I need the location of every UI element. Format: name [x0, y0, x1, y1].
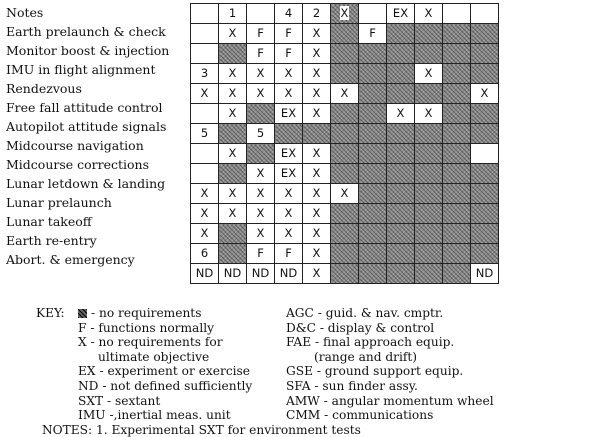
grid-cell: [331, 204, 359, 224]
grid-row: [191, 124, 499, 144]
grid-cell: [331, 264, 359, 284]
grid-cell: [387, 144, 415, 164]
cell-value: X: [284, 226, 293, 240]
grid-cell: [415, 264, 443, 284]
grid-cell: [247, 124, 275, 144]
grid-cell: [275, 84, 303, 104]
key-left-items: [78, 306, 252, 423]
abbrev-entry: SFA - sun finder assy.: [286, 378, 418, 393]
grid-cell: [331, 64, 359, 84]
grid-cell: [191, 24, 219, 44]
grid-cell: [247, 164, 275, 184]
grid-cell: [443, 244, 471, 264]
notes-line: NOTES: 1. Experimental SXT for environment tests: [42, 423, 361, 437]
grid-cell: [359, 104, 387, 124]
cell-value: X: [312, 46, 321, 60]
grid-cell: [471, 244, 499, 264]
grid-cell: [415, 44, 443, 64]
cell-value: ND: [251, 266, 270, 280]
grid-cell: [387, 244, 415, 264]
grid-cell: [387, 4, 415, 24]
key-desc: - not defined sufficiently: [102, 378, 253, 393]
grid-cell: [387, 204, 415, 224]
grid-cell: [275, 204, 303, 224]
grid-cell: [471, 204, 499, 224]
grid-cell: [331, 184, 359, 204]
grid-cell: [443, 4, 471, 24]
grid-cell: [443, 224, 471, 244]
grid-cell: [275, 184, 303, 204]
row-label: Lunar takeoff: [6, 214, 92, 229]
cell-value: F: [257, 46, 264, 60]
cell-value: 2: [312, 6, 321, 20]
grid-cell: [275, 224, 303, 244]
cell-value: X: [340, 6, 349, 20]
grid-cell: [331, 244, 359, 264]
grid-cell: [247, 204, 275, 224]
abbrev-entry: CMM - communications: [286, 408, 434, 423]
cell-value: X: [228, 146, 237, 160]
cell-value: X: [480, 86, 489, 100]
cell-value: F: [285, 26, 292, 40]
cell-value: X: [256, 226, 265, 240]
grid-cell: [191, 4, 219, 24]
grid-row: [191, 4, 499, 24]
grid-cell: [219, 204, 247, 224]
grid-cell: [359, 164, 387, 184]
cell-value: X: [312, 226, 321, 240]
grid-row: [191, 44, 499, 64]
grid-cell: [247, 184, 275, 204]
grid-cell: [359, 204, 387, 224]
grid-cell: [191, 244, 219, 264]
grid-row: [191, 104, 499, 124]
cell-value: EX: [280, 166, 297, 180]
cell-value: X: [284, 66, 293, 80]
grid-cell: [275, 4, 303, 24]
grid-cell: [303, 24, 331, 44]
grid-cell: [359, 124, 387, 144]
grid-cell: [303, 104, 331, 124]
grid-cell: [191, 104, 219, 124]
cell-value: 5: [200, 126, 209, 140]
key-left: [36, 306, 65, 321]
grid-cell: [191, 164, 219, 184]
grid-cell: [471, 64, 499, 84]
grid-cell: [191, 224, 219, 244]
cell-value: EX: [280, 106, 297, 120]
grid-cell: [191, 264, 219, 284]
cell-value: 4: [284, 6, 293, 20]
cell-value: X: [228, 186, 237, 200]
grid-cell: [331, 224, 359, 244]
grid-cell: [387, 184, 415, 204]
cell-value: F: [285, 246, 292, 260]
grid-cell: [303, 224, 331, 244]
grid-cell: [191, 64, 219, 84]
grid-cell: [415, 144, 443, 164]
key-entry: [78, 394, 252, 409]
grid-cell: [247, 4, 275, 24]
key-entry: [78, 379, 252, 394]
cell-value: X: [200, 226, 209, 240]
grid-cell: [443, 104, 471, 124]
cell-value: X: [284, 186, 293, 200]
grid-cell: [359, 84, 387, 104]
grid-cell: [275, 144, 303, 164]
cell-value: X: [200, 206, 209, 220]
key-desc: - functions normally: [90, 320, 214, 335]
grid-cell: [275, 64, 303, 84]
grid-cell: [191, 204, 219, 224]
grid-cell: [331, 104, 359, 124]
key-code: X: [78, 335, 87, 350]
grid-cell: [359, 24, 387, 44]
grid-cell: [443, 164, 471, 184]
grid-cell: [359, 64, 387, 84]
grid-row: [191, 184, 499, 204]
grid-cell: [191, 44, 219, 64]
grid-cell: [415, 24, 443, 44]
cell-value: F: [257, 246, 264, 260]
grid-cell: [359, 224, 387, 244]
grid-cell: [359, 44, 387, 64]
key-desc: - experiment or exercise: [99, 364, 251, 379]
grid-cell: [247, 84, 275, 104]
grid-cell: [471, 264, 499, 284]
requirements-grid: [190, 3, 499, 284]
grid-cell: [443, 44, 471, 64]
cell-value: X: [312, 186, 321, 200]
grid-row: [191, 264, 499, 284]
grid-cell: [247, 264, 275, 284]
cell-value: X: [312, 146, 321, 160]
cell-value: X: [284, 86, 293, 100]
grid-cell: [331, 144, 359, 164]
key-code: EX: [78, 364, 96, 379]
grid-cell: [471, 124, 499, 144]
grid-cell: [247, 224, 275, 244]
row-label: Earth prelaunch & check: [6, 24, 166, 39]
grid-cell: [387, 224, 415, 244]
grid-cell: [275, 264, 303, 284]
grid-cell: [415, 244, 443, 264]
cell-value: X: [312, 166, 321, 180]
key-desc: ultimate objective: [98, 349, 210, 364]
key-desc: - no requirements: [91, 306, 202, 320]
grid-cell: [359, 184, 387, 204]
key-right-items: [286, 306, 494, 423]
cell-value: X: [256, 186, 265, 200]
grid-cell: [303, 4, 331, 24]
grid-cell: [387, 104, 415, 124]
key-entry: [78, 306, 252, 321]
row-label: Midcourse corrections: [6, 157, 150, 172]
abbrev-entry: (range and drift): [314, 349, 418, 364]
grid-row: [191, 24, 499, 44]
grid-cell: [387, 84, 415, 104]
cell-value: X: [228, 26, 237, 40]
cell-value: X: [256, 166, 265, 180]
abbrev-entry: GSE - ground support equip.: [286, 364, 464, 379]
abbrev-entry: FAE - final approach equip.: [286, 335, 455, 350]
row-label: Earth re-entry: [6, 233, 97, 248]
grid-cell: [387, 264, 415, 284]
cell-value: 5: [256, 126, 265, 140]
grid-cell: [191, 144, 219, 164]
grid-row: [191, 224, 499, 244]
grid-cell: [331, 24, 359, 44]
grid-cell: [415, 124, 443, 144]
row-label: Abort. & emergency: [6, 252, 135, 267]
cell-value: X: [396, 106, 405, 120]
abbrev-entry: AMW - angular momentum wheel: [286, 393, 494, 408]
grid-row: [191, 84, 499, 104]
grid-cell: [471, 224, 499, 244]
cell-value: 6: [200, 246, 209, 260]
grid-cell: [443, 184, 471, 204]
grid-cell: [219, 44, 247, 64]
cell-value: X: [312, 246, 321, 260]
grid-cell: [471, 24, 499, 44]
grid-cell: [471, 164, 499, 184]
grid-cell: [303, 124, 331, 144]
cell-value: X: [340, 86, 349, 100]
grid-cell: [219, 84, 247, 104]
grid-cell: [219, 124, 247, 144]
grid-cell: [275, 244, 303, 264]
cell-value: 3: [200, 66, 209, 80]
grid-cell: [219, 144, 247, 164]
cell-value: X: [312, 206, 321, 220]
abbrev-entry: AGC - guid. & nav. cmptr.: [286, 306, 444, 320]
key-desc: - sextant: [107, 393, 161, 408]
grid-cell: [191, 124, 219, 144]
cell-value: X: [312, 106, 321, 120]
grid-cell: [387, 164, 415, 184]
grid-cell: [219, 24, 247, 44]
grid-cell: [303, 44, 331, 64]
grid-cell: [303, 204, 331, 224]
key-title: KEY:: [36, 306, 65, 320]
cell-value: X: [340, 186, 349, 200]
cell-value: ND: [279, 266, 298, 280]
cell-value: X: [228, 106, 237, 120]
grid-cell: [219, 4, 247, 24]
grid-cell: [471, 44, 499, 64]
row-label: Notes: [6, 5, 44, 20]
grid-cell: [219, 184, 247, 204]
key-code: IMU: [78, 408, 106, 423]
cell-value: EX: [280, 146, 297, 160]
cell-value: X: [228, 86, 237, 100]
grid-cell: [247, 244, 275, 264]
grid-row: [191, 204, 499, 224]
cell-value: X: [200, 186, 209, 200]
row-label: Lunar prelaunch: [6, 195, 112, 210]
grid-cell: [191, 184, 219, 204]
cell-value: X: [312, 266, 321, 280]
grid-cell: [415, 164, 443, 184]
grid-cell: [471, 144, 499, 164]
grid-cell: [331, 84, 359, 104]
cell-value: X: [312, 86, 321, 100]
key-code: SXT: [78, 393, 104, 408]
key-entry: [78, 335, 252, 350]
grid-cell: [275, 164, 303, 184]
grid-cell: [275, 44, 303, 64]
cell-value: F: [285, 46, 292, 60]
grid-cell: [387, 124, 415, 144]
grid-cell: [219, 164, 247, 184]
grid-cell: [415, 84, 443, 104]
grid-cell: [275, 24, 303, 44]
grid-cell: [303, 144, 331, 164]
cell-value: ND: [223, 266, 242, 280]
cell-value: X: [228, 206, 237, 220]
grid-cell: [359, 4, 387, 24]
cell-value: X: [256, 66, 265, 80]
cell-value: F: [257, 26, 264, 40]
grid-cell: [275, 104, 303, 124]
cell-value: X: [256, 206, 265, 220]
grid-cell: [219, 224, 247, 244]
cell-value: X: [228, 66, 237, 80]
grid-cell: [247, 44, 275, 64]
row-label: Rendezvous: [6, 81, 82, 96]
key-entry: [78, 364, 252, 379]
grid-cell: [219, 264, 247, 284]
grid-cell: [303, 184, 331, 204]
row-label: Free fall attitude control: [6, 100, 163, 115]
grid-cell: [331, 44, 359, 64]
grid-cell: [387, 64, 415, 84]
grid-cell: [303, 64, 331, 84]
grid-cell: [471, 104, 499, 124]
grid-cell: [247, 64, 275, 84]
cell-value: EX: [392, 6, 409, 20]
grid-row: [191, 64, 499, 84]
grid-cell: [471, 84, 499, 104]
row-label: Monitor boost & injection: [6, 43, 170, 58]
grid-cell: [443, 144, 471, 164]
grid-cell: [247, 24, 275, 44]
grid-cell: [387, 44, 415, 64]
grid-cell: [415, 4, 443, 24]
key-desc: -,inertial meas. unit: [109, 408, 231, 423]
grid-cell: [443, 204, 471, 224]
grid-cell: [219, 64, 247, 84]
grid-cell: [415, 64, 443, 84]
grid-cell: [415, 104, 443, 124]
cell-value: X: [256, 86, 265, 100]
grid-cell: [331, 164, 359, 184]
grid-cell: [359, 144, 387, 164]
abbrev-entry: D&C - display & control: [286, 320, 435, 335]
grid-cell: [443, 84, 471, 104]
grid-cell: [443, 64, 471, 84]
grid-cell: [331, 124, 359, 144]
grid-cell: [303, 164, 331, 184]
key-desc: - no requirements for: [90, 335, 223, 350]
cell-value: X: [284, 206, 293, 220]
grid-cell: [303, 264, 331, 284]
key-code: F: [78, 320, 87, 335]
grid-cell: [387, 24, 415, 44]
grid-cell: [303, 84, 331, 104]
row-label: Midcourse navigation: [6, 138, 144, 153]
cell-value: 1: [228, 6, 237, 20]
row-label: Lunar letdown & landing: [6, 176, 166, 191]
grid-cell: [359, 244, 387, 264]
grid-cell: [415, 224, 443, 244]
cell-value: X: [312, 66, 321, 80]
grid-cell: [331, 4, 359, 24]
key-code: ND: [78, 378, 99, 393]
cell-value: ND: [475, 266, 494, 280]
grid-cell: [443, 124, 471, 144]
grid-cell: [247, 104, 275, 124]
shading-swatch-icon: [78, 309, 87, 318]
cell-value: X: [424, 66, 433, 80]
cell-value: ND: [195, 266, 214, 280]
cell-value: X: [200, 86, 209, 100]
key-entry: [78, 408, 252, 423]
grid-row: [191, 244, 499, 264]
grid-cell: [303, 244, 331, 264]
cell-value: X: [312, 26, 321, 40]
grid-cell: [471, 184, 499, 204]
row-label: IMU in flight alignment: [6, 62, 156, 77]
grid-cell: [219, 244, 247, 264]
row-label: Autopilot attitude signals: [6, 119, 167, 134]
grid-cell: [247, 144, 275, 164]
cell-value: X: [424, 106, 433, 120]
grid-cell: [415, 184, 443, 204]
grid-cell: [219, 104, 247, 124]
grid-cell: [443, 24, 471, 44]
grid-cell: [443, 264, 471, 284]
grid-cell: [275, 124, 303, 144]
grid-row: [191, 164, 499, 184]
grid-cell: [415, 204, 443, 224]
grid-cell: [359, 264, 387, 284]
key-entry: [78, 321, 252, 336]
grid-row: [191, 144, 499, 164]
cell-value: X: [424, 6, 433, 20]
grid-cell: [471, 4, 499, 24]
key-entry: [78, 350, 252, 365]
cell-value: F: [369, 26, 376, 40]
grid-cell: [191, 84, 219, 104]
